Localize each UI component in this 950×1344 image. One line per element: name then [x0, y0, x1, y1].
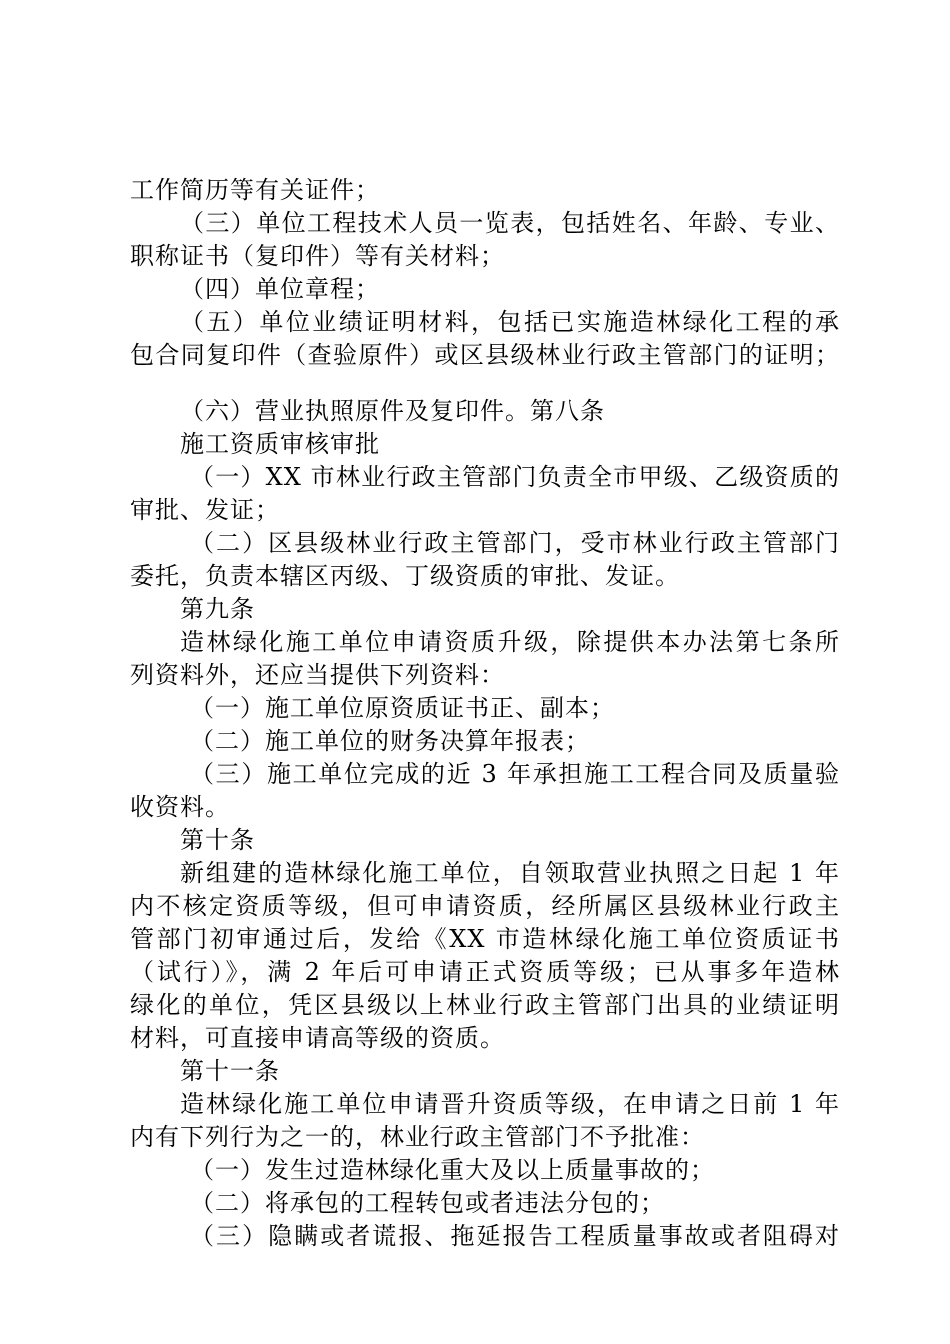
text-line: 列资料外，还应当提供下列资料： [130, 661, 505, 689]
text-line: （二）施工单位的财务决算年报表； [190, 727, 590, 755]
text-line: 施工资质审核审批 [180, 430, 380, 458]
text-line: 内有下列行为之一的，林业行政主管部门不予批准： [130, 1123, 705, 1151]
text-line: 工作简历等有关证件； [130, 176, 380, 204]
text-line: （四）单位章程； [180, 275, 380, 303]
text-line: （一）发生过造林绿化重大及以上质量事故的； [190, 1156, 715, 1184]
text-line: 委托，负责本辖区丙级、丁级资质的审批、发证。 [130, 562, 680, 590]
text-line: 造林绿化施工单位申请资质升级，除提供本办法第七条所 [180, 628, 840, 656]
text-line: 新组建的造林绿化施工单位，自领取营业执照之日起 1 年 [180, 859, 840, 887]
text-line: （三）单位工程技术人员一览表，包括姓名、年龄、专业、 [180, 209, 840, 237]
text-line: （六）营业执照原件及复印件。第八条 [180, 397, 605, 425]
text-line: 收资料。 [130, 793, 230, 821]
text-line: 造林绿化施工单位申请晋升资质等级，在申请之日前 1 年 [180, 1090, 840, 1118]
text-line: 内不核定资质等级，但可申请资质，经所属区县级林业行政主 [130, 892, 840, 920]
text-line: （二）将承包的工程转包或者违法分包的； [190, 1189, 665, 1217]
text-line: 职称证书（复印件）等有关材料； [130, 242, 505, 270]
text-line: （二）区县级林业行政主管部门，受市林业行政主管部门 [190, 529, 840, 557]
text-line: （三）施工单位完成的近 3 年承担施工工程合同及质量验 [190, 760, 840, 788]
text-line: 审批、发证； [130, 496, 280, 524]
text-line: 绿化的单位，凭区县级以上林业行政主管部门出具的业绩证明 [130, 991, 840, 1019]
text-line: （一）XX 市林业行政主管部门负责全市甲级、乙级资质的 [190, 463, 840, 491]
text-line: 管部门初审通过后，发给《XX 市造林绿化施工单位资质证书 [130, 925, 840, 953]
section-heading: 第九条 [180, 595, 255, 623]
text-line: （一）施工单位原资质证书正、副本； [190, 694, 615, 722]
text-line: 材料，可直接申请高等级的资质。 [130, 1024, 505, 1052]
section-heading: 第十条 [180, 826, 255, 854]
text-line: （五）单位业绩证明材料，包括已实施造林绿化工程的承 [180, 308, 840, 336]
text-line: （三）隐瞒或者谎报、拖延报告工程质量事故或者阻碍对 [190, 1222, 840, 1250]
text-line: （试行）》，满 2 年后可申请正式资质等级；已从事多年造林 [130, 958, 840, 986]
text-line: 包合同复印件（查验原件）或区县级林业行政主管部门的证明； [130, 341, 840, 369]
section-heading: 第十一条 [180, 1057, 280, 1085]
